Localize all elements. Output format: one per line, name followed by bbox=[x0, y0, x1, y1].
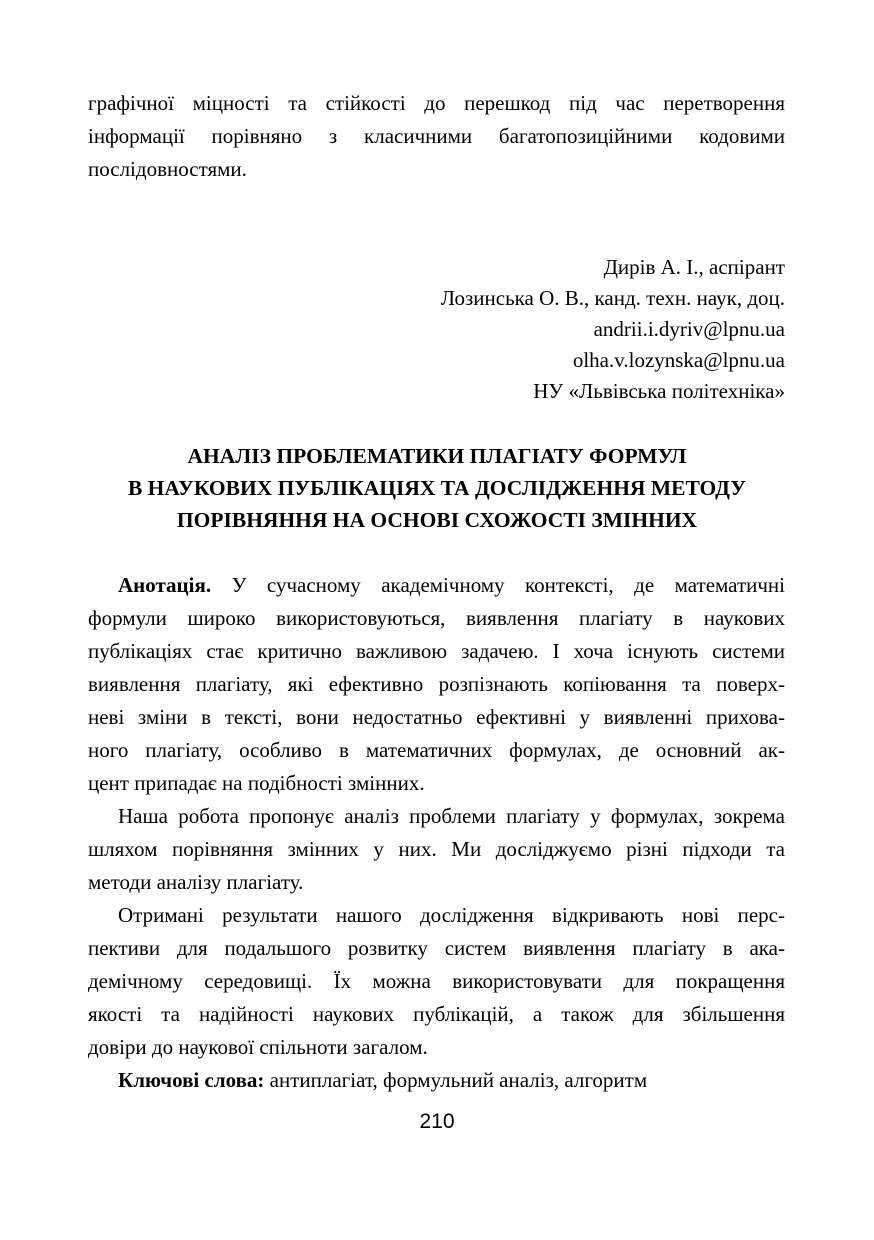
title-line: АНАЛІЗ ПРОБЛЕМАТИКИ ПЛАГІАТУ ФОРМУЛ bbox=[187, 444, 687, 468]
text-line: пективи для подальшого розвитку систем виявлення плагіату в ака- bbox=[88, 936, 785, 960]
text-line bbox=[88, 569, 785, 602]
abstract-label: Анотація. bbox=[118, 573, 212, 597]
title-line: В НАУКОВИХ ПУБЛІКАЦІЯХ ТА ДОСЛІДЖЕННЯ МЕТОДУ bbox=[127, 476, 747, 500]
keywords-label: Ключові слова: bbox=[118, 1068, 265, 1092]
text-line: послідовностями. bbox=[88, 157, 247, 181]
text-line: цент припадає на подібності змінних. bbox=[88, 771, 425, 795]
author-2: Лозинська О. В., канд. техн. наук, доц. bbox=[440, 286, 785, 310]
text-line: виявлення плагіату, які ефективно розпізнають копіювання та поверх- bbox=[88, 672, 785, 696]
text-line: довіри до наукової спільноти загалом. bbox=[88, 1035, 428, 1059]
author-block bbox=[441, 252, 785, 407]
email-1: andrii.i.dyriv@lpnu.ua bbox=[593, 317, 785, 341]
text-line: якості та надійності наукових публікацій, а також для збільшення bbox=[88, 1002, 785, 1026]
text-line: формули широко використовуються, виявлення плагіату в наукових bbox=[88, 606, 785, 630]
article-title bbox=[60, 440, 814, 536]
text-line: Наша робота пропонує аналіз проблеми плагіату у формулах, зокрема bbox=[118, 804, 785, 828]
keywords bbox=[88, 1064, 785, 1097]
affiliation: НУ «Львівська політехніка» bbox=[533, 379, 785, 403]
text-line: шляхом порівняння змінних у них. Ми досліджуємо різні підходи та bbox=[88, 837, 785, 861]
text-line: публікаціях стає критично важливою задачею. І хоча існують системи bbox=[88, 639, 785, 663]
abstract bbox=[88, 569, 785, 1097]
text-line: неві зміни в тексті, вони недостатньо ефективні у виявленні прихова- bbox=[88, 705, 785, 729]
text-line: Отримані результати нашого дослідження відкривають нові перс- bbox=[118, 903, 785, 927]
email-2: olha.v.lozynska@lpnu.ua bbox=[572, 348, 785, 372]
text-line: демічному середовищі. Їх можна використовувати для покращення bbox=[88, 969, 785, 993]
text-line: інформації порівняно з класичними багатопозиційними кодовими bbox=[88, 124, 785, 148]
text-line: графічної міцності та стійкості до перешкод під час перетворення bbox=[88, 91, 785, 115]
text-line: ного плагіату, особливо в математичних формулах, де основний ак- bbox=[88, 738, 785, 762]
title-line: ПОРІВНЯННЯ НА ОСНОВІ СХОЖОСТІ ЗМІННИХ bbox=[176, 508, 698, 532]
intro-paragraph bbox=[88, 87, 785, 186]
keywords-text: антиплагіат, формульний аналіз, алгоритм bbox=[264, 1068, 648, 1092]
page-number: 210 bbox=[419, 1110, 455, 1133]
text-span: У сучасному академічному контексті, де математичні bbox=[211, 573, 785, 597]
author-1: Дирів А. І., аспірант bbox=[603, 255, 785, 279]
text-line: методи аналізу плагіату. bbox=[88, 870, 304, 894]
